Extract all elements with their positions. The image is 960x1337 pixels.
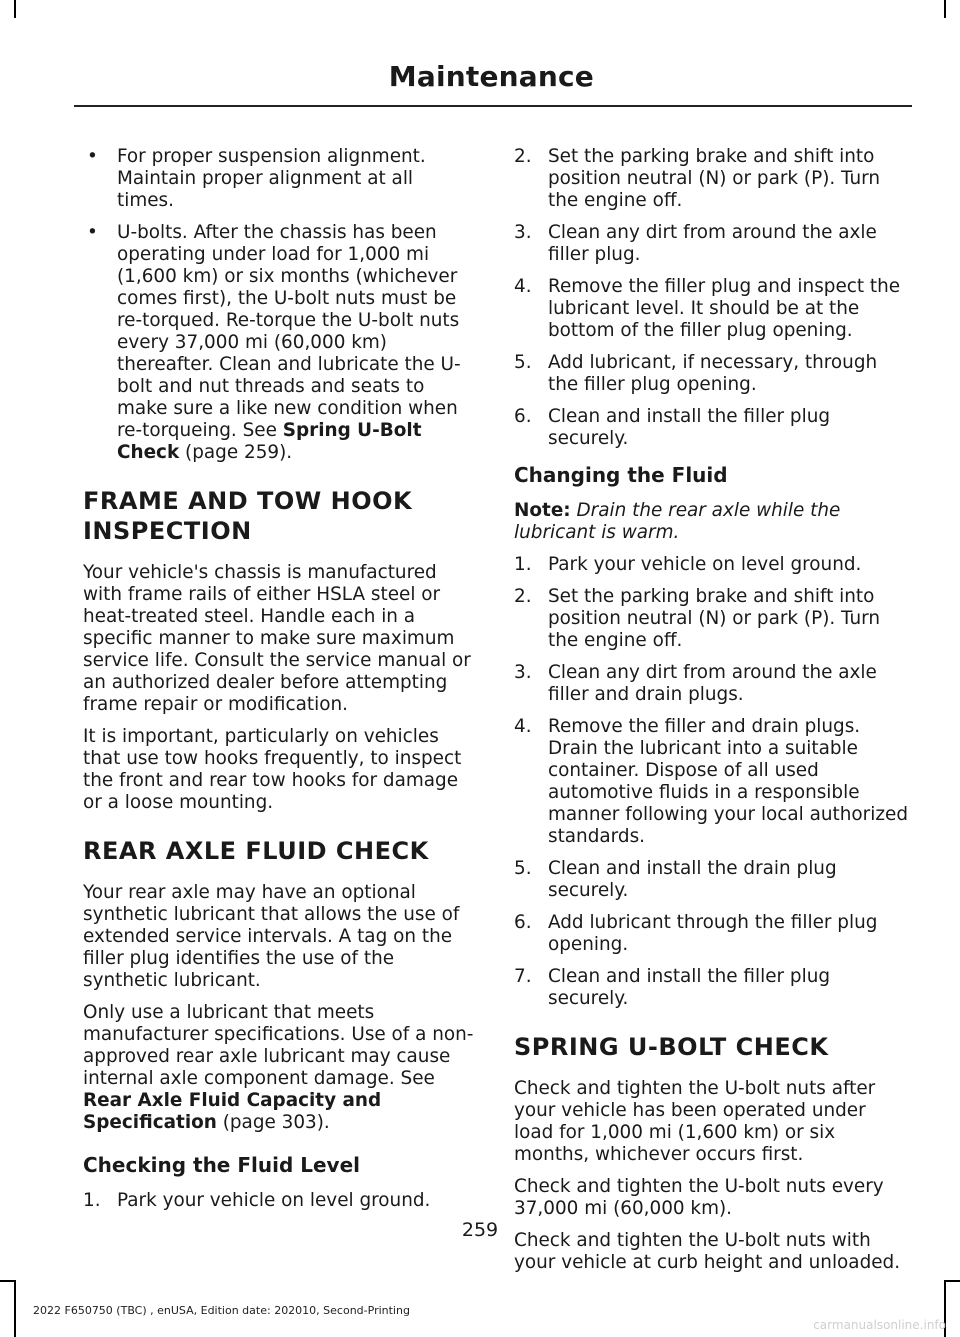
- step-list: [514, 146, 908, 450]
- list-item: [514, 406, 908, 450]
- step-list: [514, 554, 908, 1010]
- step-text: Clean and install the filler plug securely.: [548, 966, 831, 1009]
- watermark: carmanualsonline.info: [813, 1318, 946, 1332]
- paragraph: Check and tighten the U-bolt nuts after your vehicle has been operated under load for 1,000 mi (1,600 km) or six months, whichever occurs first.: [514, 1078, 876, 1165]
- cross-reference-link[interactable]: Spring U-Bolt Check: [117, 420, 422, 463]
- crop-mark-bottom-right-h: [944, 1280, 960, 1282]
- list-item: [514, 146, 908, 212]
- step-text: Remove the filler and drain plugs. Drain the lubricant into a suitable container. Dispose of all used automotive fluids in a responsible manner following your local authorized standards.: [548, 716, 908, 847]
- bullet-list: [83, 146, 475, 464]
- crop-mark-bottom-left-v: [14, 1280, 16, 1337]
- subheading-changing-fluid: Changing the Fluid: [514, 463, 728, 487]
- bullet-text: For proper suspension alignment. Maintain proper alignment at all times.: [117, 146, 426, 211]
- paragraph: Check and tighten the U-bolt nuts every 37,000 mi (60,000 km).: [514, 1176, 884, 1219]
- list-item: [514, 966, 908, 1010]
- paragraph: [83, 1002, 475, 1134]
- page-number: 259: [461, 1219, 499, 1241]
- section-heading-frame: FRAME AND TOW HOOK INSPECTION: [83, 487, 413, 545]
- page-reference: (page 303).: [216, 1112, 330, 1133]
- page-reference: (page 259).: [179, 442, 293, 463]
- step-text: Clean and install the filler plug securely.: [548, 406, 831, 449]
- step-list: [83, 1190, 475, 1212]
- section-heading-rear-axle: REAR AXLE FLUID CHECK: [83, 837, 429, 865]
- section-heading-spring-ubolt: SPRING U-BOLT CHECK: [514, 1033, 829, 1061]
- list-item: [514, 586, 908, 652]
- step-number: 3.: [514, 662, 532, 683]
- left-column: [83, 146, 475, 1222]
- paragraph: It is important, particularly on vehicles that use tow hooks frequently, to inspect the front and rear tow hooks for damage or a loose mounting.: [83, 726, 462, 813]
- step-number: 4.: [514, 716, 532, 737]
- list-item: [514, 276, 908, 342]
- paragraph: Check and tighten the U-bolt nuts with your vehicle at curb height and unloaded.: [514, 1230, 901, 1273]
- step-number: 6.: [514, 912, 532, 933]
- list-item: [514, 662, 908, 706]
- paragraph: Your vehicle's chassis is manufactured with frame rails of either HSLA steel or heat-treated steel. Handle each in a specific manner to make sure maximum service life. Consult the service manual or an authorized dealer before attempting frame repair or modification.: [83, 562, 471, 715]
- crop-mark-top-left-v: [14, 0, 16, 18]
- note-label: Note:: [514, 500, 571, 521]
- paragraph: Your rear axle may have an optional synthetic lubricant that allows the use of extended service intervals. A tag on the filler plug identifies the use of the synthetic lubricant.: [83, 882, 460, 991]
- step-text: Clean any dirt from around the axle filler plug.: [548, 222, 877, 265]
- step-text: Add lubricant through the filler plug opening.: [548, 912, 878, 955]
- header-divider: [74, 105, 912, 107]
- step-text: Set the parking brake and shift into position neutral (N) or park (P). Turn the engine off.: [548, 146, 881, 211]
- list-item: [514, 554, 908, 576]
- list-item: [514, 858, 908, 902]
- edition-footer: 2022 F650750 (TBC) , enUSA, Edition date: 202010, Second-Printing: [33, 1304, 410, 1317]
- cross-reference-link[interactable]: Rear Axle Fluid Capacity and Specification: [83, 1090, 382, 1133]
- crop-mark-bottom-left-h: [0, 1280, 16, 1282]
- step-text: Park your vehicle on level ground.: [117, 1190, 431, 1211]
- note-text: Drain the rear axle while the lubricant is warm.: [514, 500, 841, 543]
- subheading-checking-fluid: Checking the Fluid Level: [83, 1153, 360, 1177]
- step-number: 5.: [514, 858, 532, 879]
- list-item: [83, 146, 475, 212]
- step-number: 1.: [83, 1190, 101, 1211]
- step-text: Clean any dirt from around the axle filler and drain plugs.: [548, 662, 877, 705]
- bullet-mark: •: [87, 146, 98, 167]
- note: [514, 500, 908, 544]
- step-number: 2.: [514, 146, 532, 167]
- step-number: 5.: [514, 352, 532, 373]
- step-number: 4.: [514, 276, 532, 297]
- bullet-mark: •: [87, 222, 98, 243]
- list-item: [83, 1190, 475, 1212]
- step-text: Remove the filler plug and inspect the lubricant level. It should be at the bottom of the filler plug opening.: [548, 276, 901, 341]
- list-item: [83, 222, 475, 464]
- list-item: [514, 912, 908, 956]
- paragraph-text: Only use a lubricant that meets manufacturer specifications. Use of a non-approved rear axle lubricant may cause internal axle component damage. See: [83, 1002, 474, 1089]
- step-number: 6.: [514, 406, 532, 427]
- bullet-text: U-bolts. After the chassis has been operating under load for 1,000 mi (1,600 km) or six months (whichever comes first), the U-bolt nuts must be re-torqued. Re-torque the U-bolt nuts every 37,000 mi (60,000 km) thereafter. Clean and lubricate the U-bolt and nut threads and seats to make sure a like new condition when re-torqueing. See: [117, 222, 461, 441]
- step-number: 1.: [514, 554, 532, 575]
- step-number: 7.: [514, 966, 532, 987]
- right-column: [514, 146, 908, 1284]
- step-text: Set the parking brake and shift into position neutral (N) or park (P). Turn the engine off.: [548, 586, 881, 651]
- step-number: 2.: [514, 586, 532, 607]
- step-text: Park your vehicle on level ground.: [548, 554, 862, 575]
- list-item: [514, 352, 908, 396]
- step-number: 3.: [514, 222, 532, 243]
- crop-mark-top-right-v: [944, 0, 946, 18]
- step-text: Add lubricant, if necessary, through the filler plug opening.: [548, 352, 878, 395]
- list-item: [514, 716, 908, 848]
- step-text: Clean and install the drain plug securely.: [548, 858, 837, 901]
- page-title: Maintenance: [388, 60, 594, 93]
- list-item: [514, 222, 908, 266]
